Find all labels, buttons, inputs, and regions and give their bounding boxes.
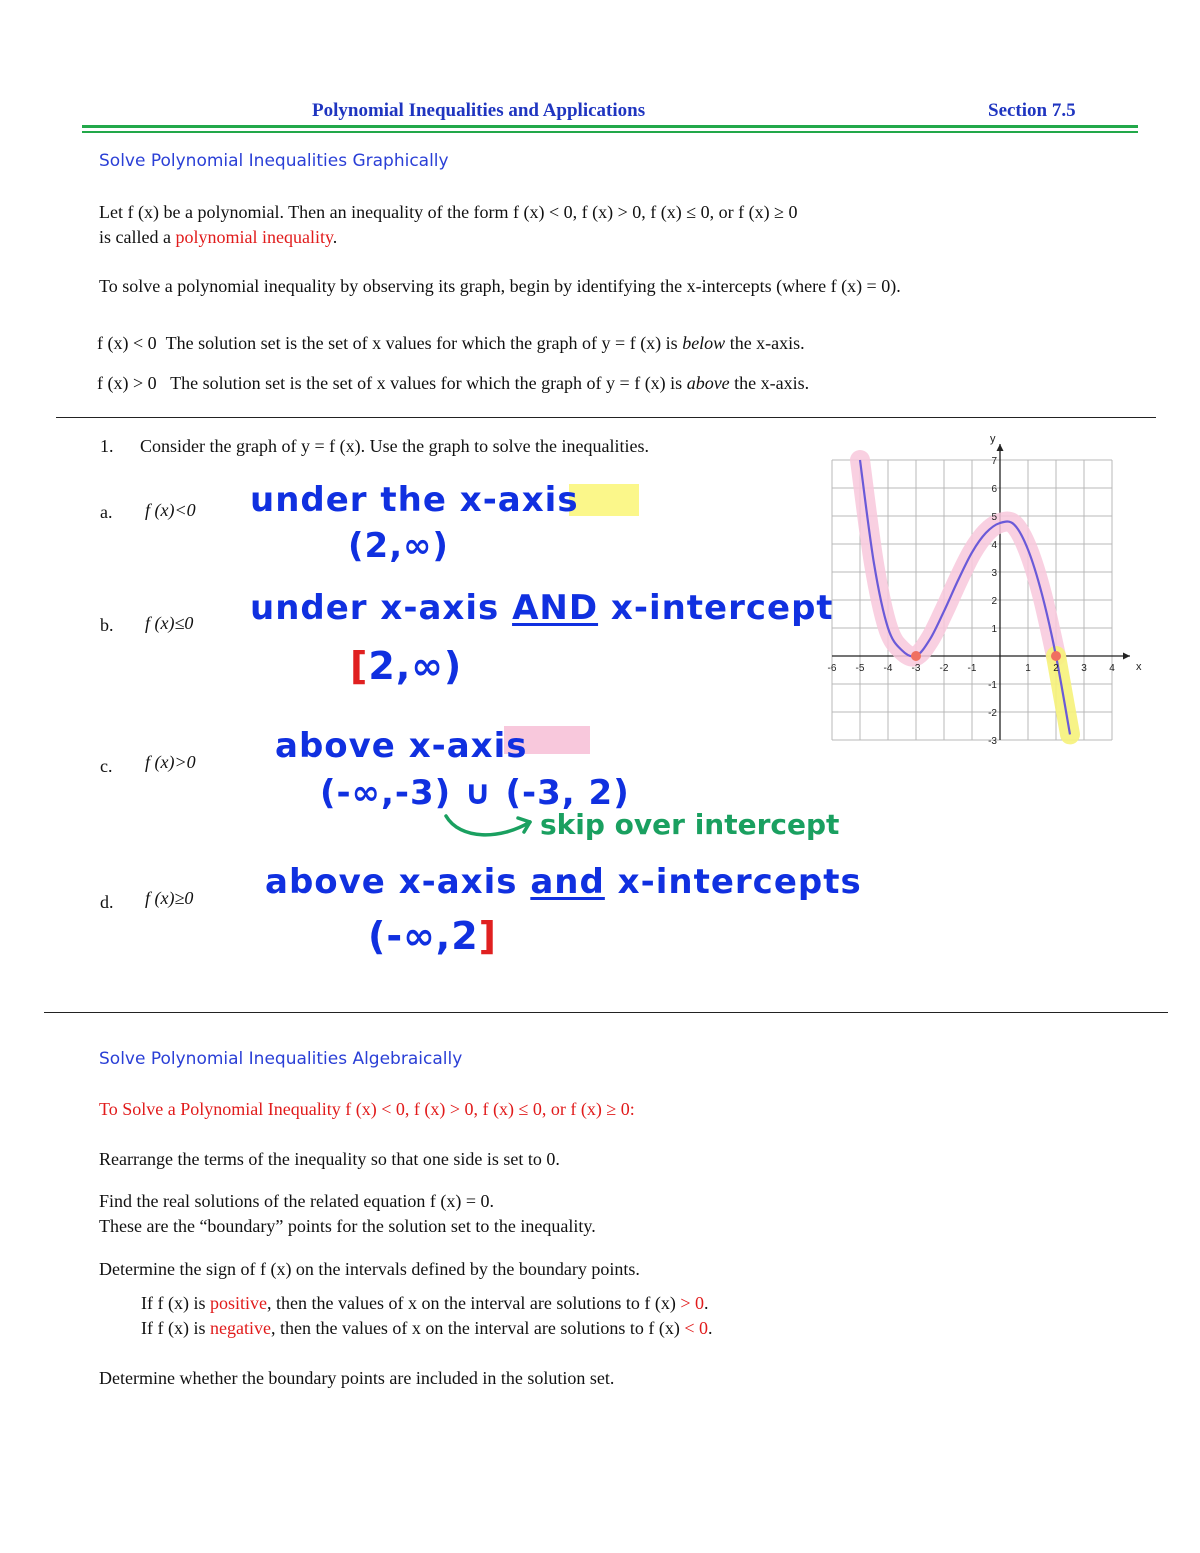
gt-emphasis: above: [686, 373, 730, 393]
y-tick-label: -3: [988, 736, 997, 747]
y-tick-label: 6: [991, 484, 997, 495]
part-d-note: [265, 862, 862, 902]
part-c-note: above x-axis: [275, 726, 528, 766]
negative-word: negative: [209, 1318, 271, 1338]
y-tick-label: 7: [991, 456, 997, 467]
part-b-letter: b.: [100, 615, 114, 635]
y-tick-label: -2: [988, 708, 997, 719]
negative-rule-start: If f (x) is: [141, 1318, 210, 1338]
part-b-note-start: under x-axis: [250, 588, 513, 628]
negative-rule-end: .: [708, 1318, 713, 1338]
x-tick-label: -3: [911, 663, 921, 674]
positive-word: positive: [209, 1293, 267, 1313]
x-tick-label: -1: [967, 663, 977, 674]
x-tick-label: -5: [855, 663, 865, 674]
part-d-letter: d.: [100, 892, 114, 912]
step-determine-sign: Determine the sign of f (x) on the intervals defined by the boundary points.: [99, 1259, 640, 1279]
header-rule-top: [82, 125, 1138, 128]
y-tick-label: 2: [991, 596, 997, 607]
part-d-note-end: x-intercepts: [604, 862, 862, 902]
x-tick-label: -4: [883, 663, 893, 674]
part-b-interval: 2,∞): [368, 644, 463, 688]
document-title: Polynomial Inequalities and Applications: [312, 100, 646, 121]
part-d-note-start: above x-axis: [265, 862, 531, 902]
yellow-highlight-mark: [569, 484, 639, 516]
x-tick-label: 2: [1053, 663, 1059, 674]
positive-symbol: > 0: [680, 1293, 705, 1313]
part-a-inequality: f (x)<0: [145, 500, 196, 520]
part-d-inequality: f (x)≥0: [145, 888, 194, 908]
x-tick-label: 4: [1109, 663, 1115, 674]
graphical-heading: Solve Polynomial Inequalities Graphically: [99, 151, 449, 171]
positive-rule-end: .: [704, 1293, 709, 1313]
negative-rule-middle: , then the values of x on the interval are solutions to f (x): [270, 1318, 685, 1338]
definition-line: Let f (x) be a polynomial. Then an inequality of the form f (x) < 0, f (x) > 0, f (x) ≤ 0, or f (x) ≥ 0: [99, 202, 798, 222]
graph-solve-intro: To solve a polynomial inequality by observing its graph, begin by identifying the x-intercepts (where f (x) = 0).: [99, 276, 901, 296]
part-c-letter: c.: [100, 756, 113, 776]
header-rule-bottom: [82, 131, 1138, 133]
x-tick-label: -6: [827, 663, 837, 674]
algebraic-heading: Solve Polynomial Inequalities Algebraically: [99, 1049, 463, 1069]
definition-prefix: is called a: [99, 227, 176, 247]
step-find-solutions: Find the real solutions of the related equation f (x) = 0.: [99, 1191, 495, 1211]
divider-top: [56, 417, 1156, 418]
part-c-side-note: skip over intercept: [540, 808, 840, 841]
definition-term-line: [99, 225, 337, 249]
x-tick-label: 1: [1025, 663, 1031, 674]
x-tick-label: 3: [1081, 663, 1087, 674]
part-d-interval: (-∞,2: [368, 914, 479, 958]
y-tick-label: 5: [991, 512, 997, 523]
part-c-inequality: f (x)>0: [145, 752, 196, 772]
y-tick-label: -1: [988, 680, 997, 691]
y-tick-label: 1: [991, 624, 997, 635]
problem-number: 1.: [100, 436, 114, 456]
part-c-answer: (-∞,-3) ∪ (-3, 2): [320, 773, 630, 813]
x-tick-label: -2: [939, 663, 949, 674]
problem-prompt: Consider the graph of y = f (x). Use the graph to solve the inequalities.: [140, 436, 650, 456]
part-b-note: [250, 588, 834, 628]
intercept-point: [911, 651, 921, 661]
positive-rule-start: If f (x) is: [141, 1293, 210, 1313]
lt-description: The solution set is the set of x values for which the graph of y = f (x) is: [165, 333, 683, 353]
part-d-closed-bracket: ]: [478, 914, 498, 958]
negative-rule: [141, 1316, 713, 1340]
y-tick-label: 4: [991, 540, 997, 551]
skip-arrow-icon: [440, 808, 540, 844]
less-than-rule: [97, 331, 805, 355]
lt-condition: f (x) < 0: [97, 333, 157, 353]
step-rearrange: Rearrange the terms of the inequality so that one side is set to 0.: [99, 1149, 560, 1169]
intercept-point: [1051, 651, 1061, 661]
part-a-note: under the x-axis: [250, 480, 579, 520]
positive-rule: [141, 1291, 709, 1315]
gt-description-end: the x-axis.: [729, 373, 810, 393]
x-axis-arrow: [1123, 653, 1130, 660]
polynomial-graph: [820, 428, 1140, 764]
section-number: Section 7.5: [988, 100, 1076, 121]
gt-condition: f (x) > 0: [97, 373, 157, 393]
part-b-note-and: AND: [512, 588, 599, 628]
part-a-letter: a.: [100, 502, 113, 522]
definition-suffix: .: [332, 227, 338, 247]
positive-rule-middle: , then the values of x on the interval are solutions to f (x): [266, 1293, 681, 1313]
step-boundary-included: Determine whether the boundary points are included in the solution set.: [99, 1368, 615, 1388]
algebraic-steps-title: To Solve a Polynomial Inequality f (x) < 0, f (x) > 0, f (x) ≤ 0, or f (x) ≥ 0:: [99, 1099, 635, 1119]
negative-symbol: < 0: [684, 1318, 709, 1338]
polynomial-inequality-term: polynomial inequality: [175, 227, 333, 247]
y-axis-label: y: [990, 433, 996, 445]
part-d-note-and: and: [530, 862, 605, 902]
greater-than-rule: [97, 371, 809, 395]
lt-emphasis: below: [682, 333, 726, 353]
part-b-inequality: f (x)≤0: [145, 613, 194, 633]
part-b-answer: [350, 644, 462, 688]
x-axis-label: x: [1136, 661, 1142, 673]
lt-description-end: the x-axis.: [725, 333, 805, 353]
y-tick-label: 3: [991, 568, 997, 579]
part-d-answer: [368, 914, 497, 958]
gt-description: The solution set is the set of x values for which the graph of y = f (x) is: [170, 373, 687, 393]
part-b-note-end: x-intercept: [598, 588, 834, 628]
pink-highlight-above: [860, 460, 1056, 657]
part-b-closed-bracket: [: [350, 644, 369, 688]
y-axis-arrow: [997, 444, 1004, 451]
divider-bottom: [44, 1012, 1168, 1013]
part-a-answer: (2,∞): [348, 526, 449, 566]
step-boundary-points: These are the “boundary” points for the solution set to the inequality.: [99, 1216, 596, 1236]
